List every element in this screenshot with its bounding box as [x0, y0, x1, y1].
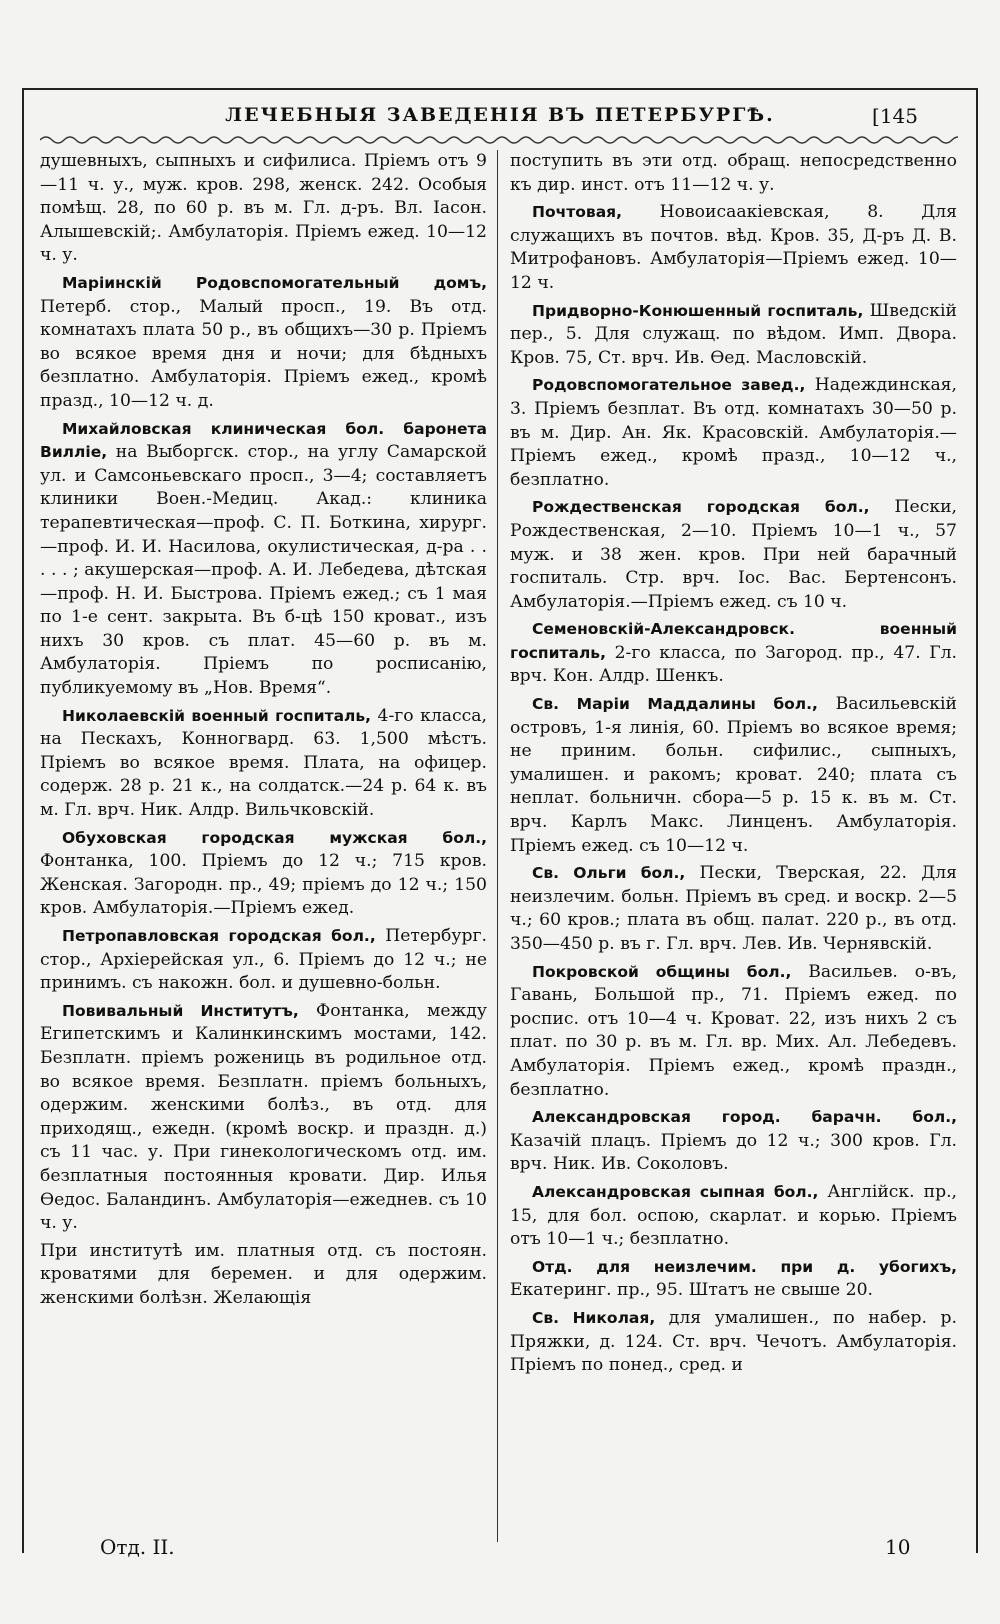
- entry-name: Обуховская городская мужская бол.,: [62, 828, 487, 847]
- entry-name: Покровской общины бол.,: [532, 962, 792, 981]
- entry-name: Отд. для неизлечим. при д. убогихъ,: [532, 1257, 957, 1276]
- entry-text: Васильевскій островъ, 1-я линія, 60. Пріемъ во всякое время; не приним. больн. сифилис., сыпныхъ, умалишен. и ракомъ; кроват. 240; плата съ неплат. больничн. сбора—5 р. 15 к. въ м. Ст. врч. Карлъ Макс. Линценъ. Амбулаторія. Пріемъ ежед. съ 10—12 ч.: [510, 694, 957, 856]
- directory-entry: [510, 618, 957, 689]
- footer-signature: 10: [885, 1535, 911, 1559]
- entry-text: Пески, Тверская, 22. Для неизлечим. больн. Пріемъ въ сред. и воскр. 2—5 ч.; 60 кров.; плата въ общ. палат. 220 р., въ отд. 350—450 р. въ г. Гл. врч. Лев. Ив. Чернявскій.: [510, 863, 957, 954]
- entry-name: Св. Ольги бол.,: [532, 864, 686, 883]
- directory-entry: [510, 150, 957, 197]
- entry-text: Казачій плацъ. Пріемъ до 12 ч.; 300 кров. Гл. врч. Ник. Ив. Соколовъ.: [510, 1130, 957, 1175]
- entry-text: 4-го класса, на Пескахъ, Конногвард. 63. 1,500 мѣстъ. Пріемъ во всякое время. Плата, на офицер. содерж. 28 р. 21 к., на солдатск.—24 р. 64 к. въ м. Гл. врч. Ник. Алдр. Вильчковскій.: [40, 705, 487, 821]
- entry-text: Англійск. пр., 15, для бол. оспою, скарлат. и корью. Пріемъ отъ 10—1 ч.; безплатно.: [510, 1181, 957, 1250]
- directory-entry: [40, 705, 487, 823]
- directory-entry: [510, 1181, 957, 1252]
- directory-entry: [510, 862, 957, 956]
- entry-name: Почтовая,: [532, 203, 623, 222]
- entry-name: Рождественская городская бол.,: [532, 498, 870, 517]
- directory-entry: [510, 961, 957, 1103]
- entry-name: Св. Маріи Маддалины бол.,: [532, 695, 818, 714]
- entry-text: на Выборгск. стор., на углу Самарской ул. и Самсоньевскаго просп., 3—4; составляетъ клиники Воен.-Медиц. Акад.: клиника терапевтическая—проф. С. П. Боткина, хирург.—проф. И. И. Насилова, окулистическая, д-ра . . . . . ; акушерская—проф. А. И. Лебедева, дѣтская—проф. Н. И. Быстрова. Пріемъ ежед.; съ 1 мая по 1-е сент. закрыта. Въ б-цѣ 150 кроват., изъ нихъ 30 кров. съ плат. 45—60 р. въ м. Амбулаторія. Пріемъ по росписанію, публикуемому въ „Нов. Время“.: [40, 442, 487, 699]
- directory-entry: [40, 150, 487, 268]
- entry-name: Михайловская клиническая бол. баронета Вилліе,: [40, 419, 487, 462]
- directory-entry: [40, 272, 487, 414]
- entry-name: Родовспомогательное завед.,: [532, 376, 806, 395]
- directory-entry: [40, 418, 487, 701]
- entry-text: Фонтанка, между Египетскимъ и Калинкинскимъ мостами, 142. Безплатн. пріемъ рожениць въ родильное отд. во всякое время. Безплатн. пріемъ больныхъ, одержим. женскими болѣз., въ отд. для приходящ., ежедн. (кромѣ воскр. и праздн. д.) съ 11 час. у. При гинекологическомъ отд. им. безплатныя постоянныя кровати. Дир. Илья Ѳедос. Баландинъ. Амбулаторія—ежеднев. съ 10 ч. у.: [40, 1000, 487, 1234]
- entry-text: Фонтанка, 100. Пріемъ до 12 ч.; 715 кров. Женская. Загородн. пр., 49; пріемъ до 12 ч.; 150 кров. Амбулаторія.—Пріемъ ежед.: [40, 851, 487, 919]
- entry-name: Семеновскій-Александровск. военный госпиталь,: [510, 620, 957, 662]
- entry-text: Екатеринг. пр., 95. Штатъ не свыше 20.: [510, 1280, 874, 1301]
- directory-entry: [510, 201, 957, 295]
- directory-entry: [510, 496, 957, 614]
- right-column: [510, 150, 957, 1535]
- entry-text: Надеждинская, 3. Пріемъ безплат. Въ отд. комнатахъ 30—50 р. въ м. Дир. Ан. Як. Красовскій. Амбулаторія.—Пріемъ ежед., кромѣ празд., 10—12 ч., безплатно.: [510, 375, 957, 490]
- entry-name: Александровская город. барачн. бол.,: [532, 1108, 957, 1127]
- entry-text: Новоисаакіевская, 8. Для служащихъ въ почтов. вѣд. Кров. 35, Д-ръ Д. В. Митрофановъ. Амбулаторія—Пріемъ ежед. 10—12 ч.: [510, 202, 957, 293]
- entry-text: Шведскій пер., 5. Для служащ. по вѣдом. Имп. Двора. Кров. 75, Ст. врч. Ив. Ѳед. Масловскій.: [510, 300, 957, 368]
- directory-entry: [510, 693, 957, 858]
- directory-entry: [510, 374, 957, 492]
- directory-entry: [40, 1000, 487, 1236]
- directory-entry: [40, 827, 487, 921]
- entry-name: Придворно-Конюшенный госпиталь,: [532, 301, 864, 320]
- directory-entry: [40, 1240, 487, 1311]
- left-column: [40, 150, 487, 1535]
- entry-name: Маріинскій Родовспомогательный домъ,: [62, 273, 487, 292]
- entry-name: Николаевскій военный госпиталь,: [62, 706, 372, 725]
- running-title: ЛЕЧЕБНЫЯ ЗАВЕДЕНІЯ ВЪ ПЕТЕРБУРГѢ.: [225, 104, 775, 126]
- entry-text: Петербург. стор., Архіерейская ул., 6. Пріемъ до 12 ч.; не принимъ. съ нaкожн. бол. и душевно-больн.: [40, 926, 487, 994]
- entry-name: Петропавловская городская бол.,: [62, 927, 376, 945]
- directory-entry: [510, 300, 957, 371]
- directory-entry: [510, 1256, 957, 1303]
- entry-text: для умалишен., по набер. р. Пряжки, д. 124. Ст. врч. Чечотъ. Амбулаторія. Пріемъ по понед., сред. и: [510, 1307, 957, 1376]
- entry-name: Александровская сыпная бол.,: [532, 1182, 819, 1201]
- entry-name: Св. Николая,: [532, 1308, 656, 1327]
- directory-entry: [510, 1307, 957, 1378]
- entry-text: душевныхъ, сыпныхъ и сифилиса. Пріемъ отъ 9—11 ч. у., муж. кров. 298, женск. 242. Особыя помѣщ. 28, по 60 р. въ м. Гл. д-ръ. Вл. Іасон. Алышевскій;. Амбулаторія. Пріемъ ежед. 10—12 ч. у.: [40, 151, 487, 266]
- page-number: [145: [872, 104, 918, 128]
- entry-text: 2-го класса, по Загород. пр., 47. Гл. врч. Кон. Алдр. Шенкъ.: [510, 642, 957, 687]
- page-header: [22, 104, 978, 134]
- directory-entry: [40, 925, 487, 996]
- entry-text: поступить въ эти отд. обращ. непосредственно къ дир. инст. отъ 11—12 ч. у.: [510, 151, 957, 195]
- directory-entry: [510, 1106, 957, 1177]
- entry-text: При институтѣ им. платныя отд. съ постоян. кроватями для беремен. и для одержим. женскими болѣзн. Желающія: [40, 1240, 487, 1308]
- entry-text: Петерб. стор., Малый просп., 19. Въ отд. комнатахъ плата 50 р., въ общихъ—30 р. Пріемъ во всякое время дня и ночи; для бѣдныхъ безплатно. Амбулаторія. Пріемъ ежед., кромѣ празд., 10—12 ч. д.: [40, 296, 487, 411]
- entry-text: Васильев. о-въ, Гавань, Большой пр., 71. Пріемъ ежед. по роспис. отъ 10—4 ч. Кроват. 22, изъ нихъ 2 съ плат. по 30 р. въ м. Гл. вр. Мих. Ал. Лебедевъ. Амбулаторія. Пріемъ ежед., кромѣ праздн., безплатно.: [510, 961, 957, 1100]
- footer-section: Отд. II.: [100, 1535, 175, 1559]
- entry-text: Пески, Рождественская, 2—10. Пріемъ 10—1 ч., 57 муж. и 38 жен. кров. При ней барачный госпиталь. Стр. врч. Іос. Вас. Бертенсонъ. Амбулаторія.—Пріемъ ежед. съ 10 ч.: [510, 497, 957, 612]
- column-divider: [497, 150, 498, 1542]
- wavy-rule: [40, 132, 958, 148]
- entry-name: Повивальный Институтъ,: [62, 1001, 299, 1020]
